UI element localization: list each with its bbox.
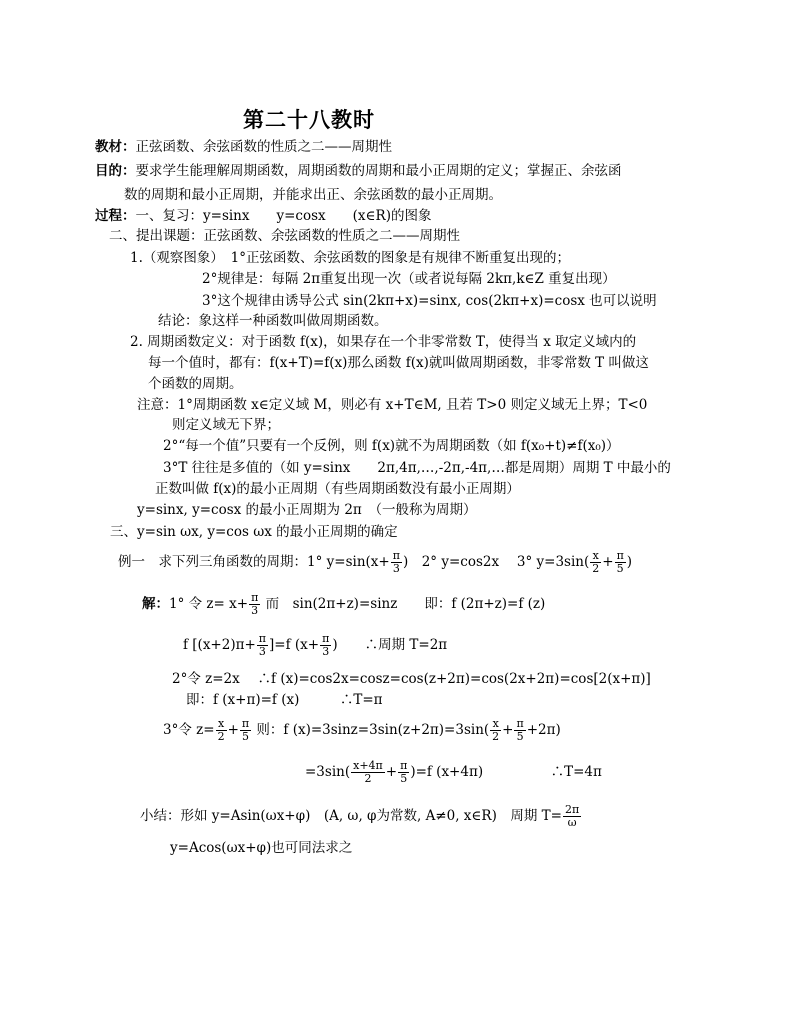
fraction: $\frac{x}{2}$ — [592, 549, 600, 575]
s2-line-1: 1.（观察图象） 1°正弦函数、余弦函数的图象是有规律不断重复出现的； — [130, 250, 570, 266]
s2-line-9: 则定义域无下界； — [172, 417, 280, 433]
s2-line-10: 2°“每一个值”只要有一个反例，则 f(x)就不为周期函数（如 f(x₀+t)≠f(x₀)） — [163, 438, 620, 454]
fraction: $\frac{x}{2}$ — [217, 717, 225, 743]
s2-line-7: 个函数的周期。 — [148, 376, 243, 392]
fraction: $\frac{\pi}{3}$ — [322, 632, 330, 658]
solution-3b: =3sin( $\frac{x+4\pi}{2}$ + $\frac{\pi}{5}$ )=f (x+4π) ∴T=4π — [305, 759, 602, 785]
s2-line-4: 结论：象这样一种函数叫做周期函数。 — [158, 313, 388, 329]
s2-line-6: 每一个值时，都有：f(x+T)=f(x)那么函数 f(x)就叫做周期函数，非零常数 T 叫做这 — [148, 355, 649, 371]
fraction: $\frac{\pi}{5}$ — [616, 549, 624, 575]
solution-1b: f [(x+2)π+ $\frac{\pi}{3}$ ]=f (x+ $\frac{\pi}{3}$ ) ∴周期 T=2π — [183, 632, 448, 658]
fraction: $\frac{\pi}{3}$ — [392, 549, 400, 575]
s2-line-8: 注意：1°周期函数 x∈定义域 M，则必有 x+T∈M, 且若 T>0 则定义域无上界；T<0 — [137, 397, 648, 413]
fraction: $\frac{\pi}{5}$ — [400, 759, 408, 785]
fraction: $\frac{\pi}{5}$ — [516, 717, 524, 743]
s2-line-12: 正数叫做 f(x)的最小正周期（有些周期函数没有最小正周期） — [155, 481, 520, 497]
summary-line-2: y=Acos(ωx+φ)也可同法求之 — [170, 840, 353, 856]
section3-heading: 三、y=sin ωx, y=cos ωx 的最小正周期的确定 — [110, 524, 398, 540]
process-line: 过程：一、复习：y=sinx y=cosx (x∈R)的图象 — [95, 208, 432, 224]
fraction: $\frac{x+4\pi}{2}$ — [353, 759, 383, 785]
fraction: $\frac{2\pi}{\omega}$ — [564, 803, 580, 829]
solution-3: 3°令 z= $\frac{x}{2}$ + $\frac{\pi}{5}$ 则：f (x)=3sinz=3sin(z+2π)=3sin( $\frac{x}{2}$ + $\frac{\pi}{5}$ +2π) — [163, 717, 561, 743]
s2-line-5: 2. 周期函数定义：对于函数 f(x)，如果存在一个非零常数 T，使得当 x 取定义域内的 — [130, 334, 637, 350]
material-line: 教材：正弦函数、余弦函数的性质之二——周期性 — [95, 139, 392, 155]
solution-1: 解：1° 令 z= x+ $\frac{\pi}{3}$ 而 sin(2π+z)=sinz 即：f (2π+z)=f (z) — [142, 591, 546, 617]
goal-line: 目的：要求学生能理解周期函数，周期函数的周期和最小正周期的定义；掌握正、余弦函 — [95, 163, 622, 179]
s2-line-13: y=sinx, y=cosx 的最小正周期为 2π （一般称为周期） — [137, 502, 477, 518]
fraction: $\frac{\pi}{3}$ — [258, 632, 267, 658]
s2-line-2: 2°规律是：每隔 2π重复出现一次（或者说每隔 2kπ,k∈Z 重复出现） — [202, 271, 616, 287]
summary-line: 小结：形如 y=Asin(ωx+φ) (A, ω, φ为常数, A≠0, x∈R) 周期 T= $\frac{2\pi}{\omega}$ — [140, 803, 580, 829]
section2-heading: 二、提出课题：正弦函数、余弦函数的性质之二——周期性 — [109, 228, 460, 244]
example-line: 例一 求下列三角函数的周期：1° y=sin(x+ $\frac{\pi}{3}$ ) 2° y=cos2x 3° y=3sin( $\frac{x}{2}$ + $\frac{\pi}{5}$ ) — [118, 549, 633, 575]
solution-2b: 即：f (x+π)=f (x) ∴T=π — [186, 692, 383, 708]
fraction: $\frac{\pi}{5}$ — [241, 717, 250, 743]
solution-2: 2°令 z=2x ∴f (x)=cos2x=cosz=cos(z+2π)=cos(2x+2π)=cos[2(x+π)] — [172, 671, 651, 687]
s2-line-3: 3°这个规律由诱导公式 sin(2kπ+x)=sinx, cos(2kπ+x)=cosx 也可以说明 — [202, 293, 657, 309]
fraction: $\frac{\pi}{3}$ — [251, 591, 259, 617]
goal-line-2: 数的周期和最小正周期，并能求出正、余弦函数的最小正周期。 — [124, 187, 502, 203]
fraction: $\frac{x}{2}$ — [492, 717, 500, 743]
s2-line-11: 3°T 往往是多值的（如 y=sinx 2π,4π,…,-2π,-4π,…都是周期）周期 T 中最小的 — [163, 460, 671, 476]
page-title: 第二十八教时 — [243, 108, 375, 132]
